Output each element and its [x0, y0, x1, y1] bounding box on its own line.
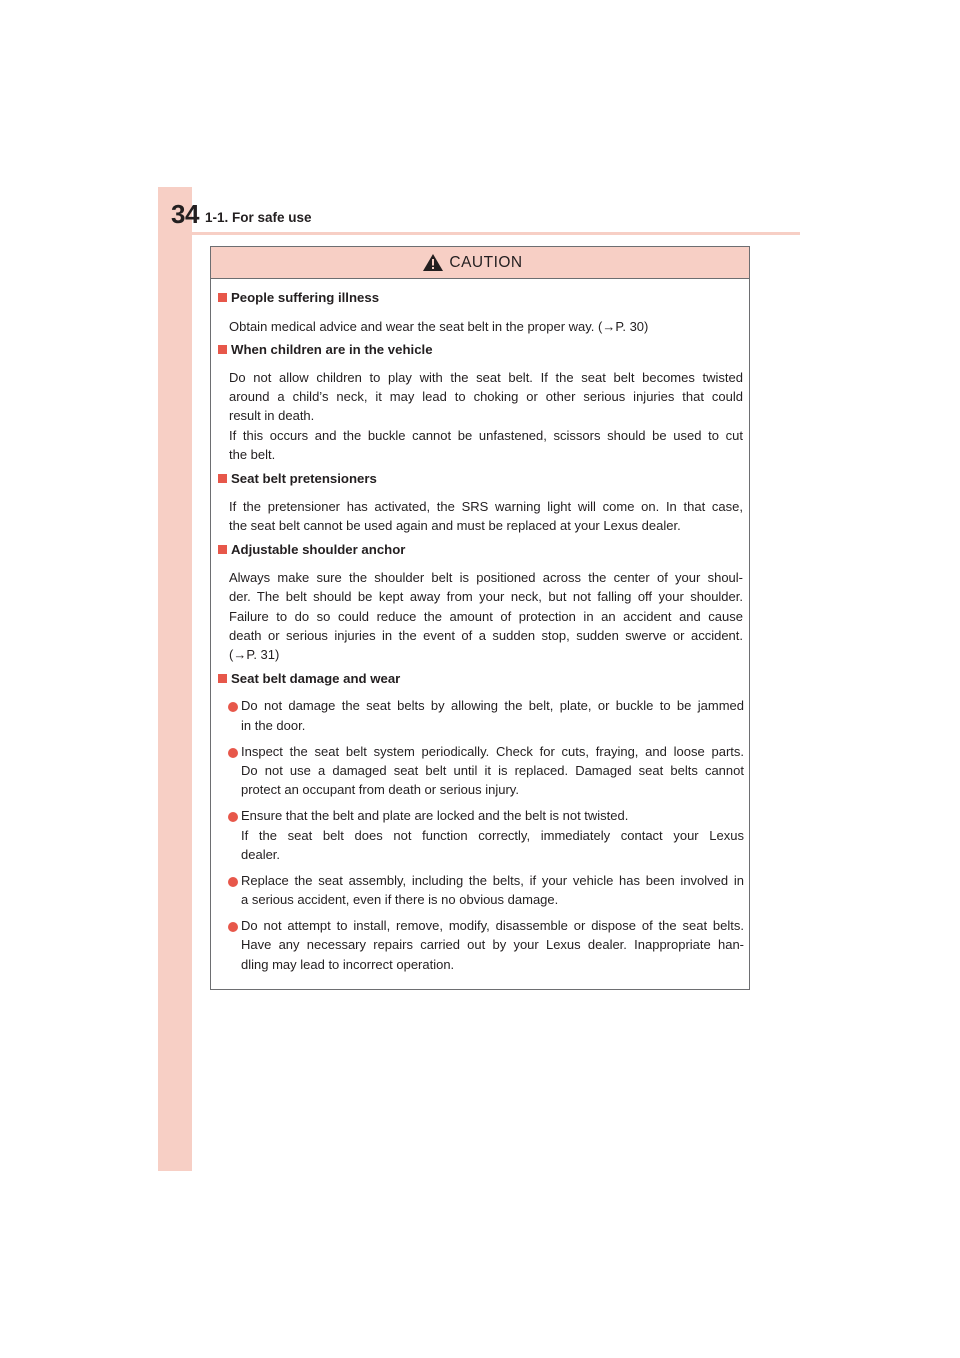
square-bullet-icon — [218, 474, 227, 483]
bullet-line: Inspect the seat belt system periodically. Check for cuts, fraying, and loose parts. — [241, 744, 744, 759]
side-tab-band — [158, 187, 192, 1171]
bullet-line: Replace the seat assembly, including the belts, if your vehicle has been involved in — [241, 873, 744, 888]
round-bullet-icon — [228, 702, 238, 712]
body-line: (→P. 31) — [229, 647, 280, 662]
heading-pretensioners — [218, 471, 377, 486]
warning-triangle-icon — [423, 254, 443, 271]
square-bullet-icon — [218, 293, 227, 302]
round-bullet-icon — [228, 812, 238, 822]
heading-children — [218, 342, 433, 357]
body-line: If the pretensioner has activated, the SRS warning light will come on. In that case, — [229, 499, 743, 514]
body-line: the belt. — [229, 447, 276, 462]
bullet-line: Ensure that the belt and plate are locked and the belt is not twisted. — [241, 808, 629, 823]
heading-damage-text: Seat belt damage and wear — [231, 671, 401, 686]
bullet-line: dling may lead to incorrect operation. — [241, 957, 455, 972]
bullet-line: in the door. — [241, 718, 306, 733]
body-line: the seat belt cannot be used again and must be replaced at your Lexus dealer. — [229, 518, 681, 533]
body-line: Do not allow children to play with the seat belt. If the seat belt becomes twisted — [229, 370, 743, 385]
round-bullet-icon — [228, 748, 238, 758]
bullet-line: If the seat belt does not function correctly, immediately contact your Lexus — [241, 828, 744, 843]
round-bullet-icon — [228, 877, 238, 887]
bullet-line: Do not use a damaged seat belt until it is replaced. Damaged seat belts cannot — [241, 763, 744, 778]
section-title: 1-1. For safe use — [205, 210, 312, 225]
page-number: 34 — [171, 199, 199, 229]
square-bullet-icon — [218, 674, 227, 683]
heading-illness-text: People suffering illness — [231, 290, 380, 305]
body-line: Obtain medical advice and wear the seat belt in the proper way. (→P. 30) — [229, 319, 649, 334]
body-line: around a child’s neck, it may lead to choking or other serious injuries that could — [229, 389, 743, 404]
caution-title: CAUTION — [449, 253, 523, 271]
bullet-line: dealer. — [241, 847, 281, 862]
body-line: der. The belt should be kept away from your neck, but not falling off your shoulder. — [229, 589, 743, 604]
bullet-line: protect an occupant from death or serious injury. — [241, 782, 519, 797]
bullet-line: Do not attempt to install, remove, modify, disassemble or dispose of the seat belts. — [241, 918, 744, 933]
body-line: Always make sure the shoulder belt is positioned across the center of your shoul- — [229, 570, 743, 585]
square-bullet-icon — [218, 345, 227, 354]
caution-header — [211, 247, 749, 279]
body-line: result in death. — [229, 408, 315, 423]
heading-anchor — [218, 542, 405, 557]
body-line: Failure to do so could reduce the amount of protection in an accident and cause — [229, 609, 743, 624]
square-bullet-icon — [218, 545, 227, 554]
bullet-line: Do not damage the seat belts by allowing the belt, plate, or buckle to be jammed — [241, 698, 744, 713]
header-rule — [192, 232, 800, 235]
heading-pretensioners-text: Seat belt pretensioners — [231, 471, 377, 486]
heading-children-text: When children are in the vehicle — [231, 342, 433, 357]
bullet-line: a serious accident, even if there is no obvious damage. — [241, 892, 559, 907]
caution-box — [210, 246, 750, 990]
body-line: If this occurs and the buckle cannot be unfastened, scissors should be used to cut — [229, 428, 743, 443]
bullet-line: Have any necessary repairs carried out by your Lexus dealer. Inappropriate han- — [241, 937, 744, 952]
heading-illness — [218, 290, 379, 305]
round-bullet-icon — [228, 922, 238, 932]
heading-anchor-text: Adjustable shoulder anchor — [231, 542, 406, 557]
body-line: death or serious injuries in the event of a sudden stop, sudden swerve or accident. — [229, 628, 743, 643]
heading-damage — [218, 671, 400, 686]
